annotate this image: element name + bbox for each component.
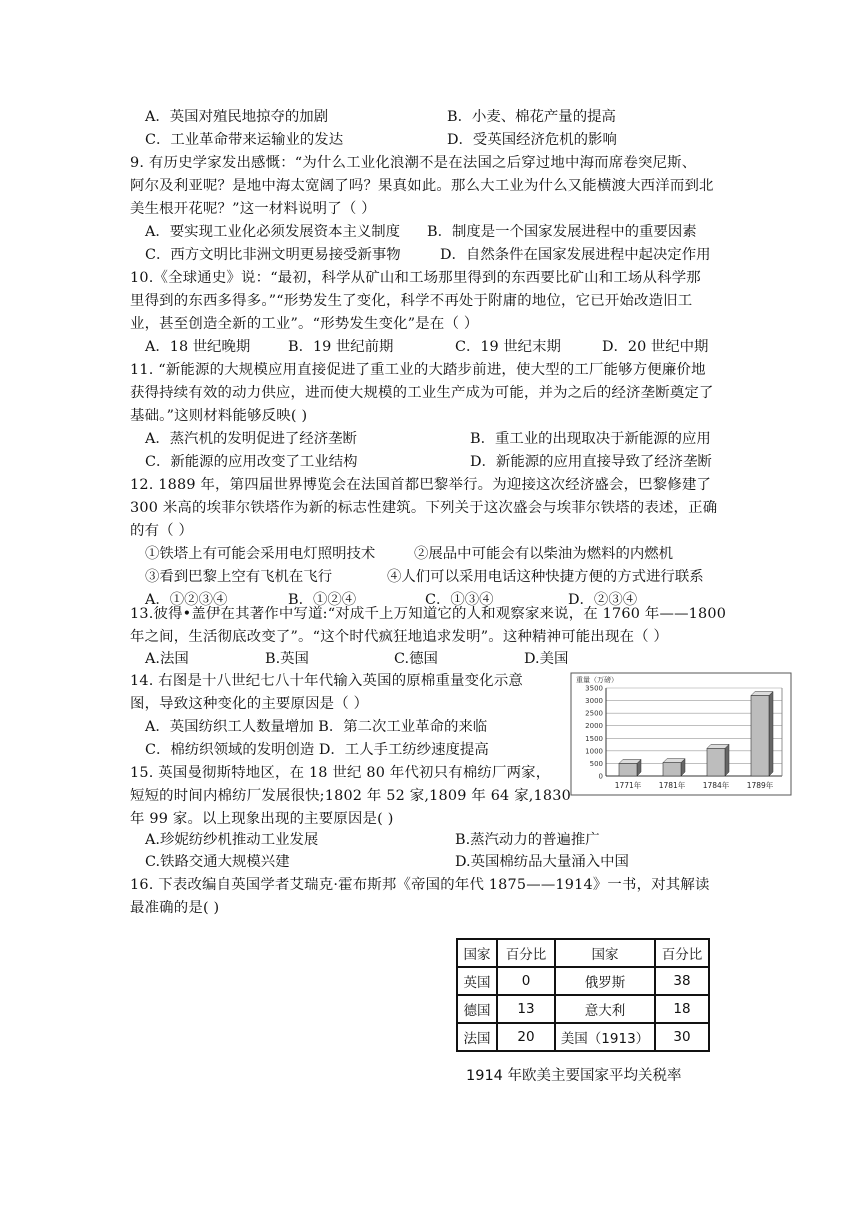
table-cell: 20 <box>497 1023 555 1051</box>
chart-ytick-label: 1000 <box>585 747 603 756</box>
q9-option-c: C．西方文明比非洲文明更易接受新事物 <box>145 247 401 263</box>
q11-option-b: B．重工业的出现取决于新能源的应用 <box>470 431 711 447</box>
q15-option-b: B.蒸汽动力的普遍推广 <box>455 832 600 848</box>
chart-bar <box>751 696 769 776</box>
q13-option-d: D.美国 <box>524 651 569 667</box>
q13-stem-line: 年之间，生活彻底改变了”。“这个时代疯狂地追求发明”。这种精神可能出现在（ ） <box>130 629 669 645</box>
q12-stem-line: 12. 1889 年，第四届世界博览会在法国首都巴黎举行。为迎接这次经济盛会，巴黎修建了 <box>130 477 712 493</box>
q9-option-a: A．要实现工业化必须发展资本主义制度 <box>145 224 401 240</box>
table-cell: 38 <box>655 967 709 995</box>
q13-option-c: C.德国 <box>394 651 438 667</box>
q8-option-a: A．英国对殖民地掠夺的加剧 <box>145 109 329 125</box>
q12-option-b: B．①②④ <box>288 592 357 608</box>
table-row <box>457 995 709 1023</box>
q9-stem-line: 美生根开花呢？”这一材料说明了（ ） <box>130 201 376 217</box>
table-cell: 13 <box>497 995 555 1023</box>
chart-ytick-label: 500 <box>589 759 603 768</box>
q12-item-3: ③看到巴黎上空有飞机在飞行 <box>145 569 333 585</box>
q15-stem-line: 15. 英国曼彻斯特地区，在 18 世纪 80 年代初只有棉纺厂两家， <box>130 765 551 781</box>
chart-xtick-label: 1789年 <box>746 781 774 790</box>
q10-stem-line: 里得到的东西多得多。”“形势发生了变化，科学不再处于附庸的地位，它已开始改造旧工 <box>130 293 693 309</box>
chart-bar <box>707 748 725 776</box>
q13-stem-line: 13.彼得•盖伊在其著作中写道:“对成千上万知道它的人和观察家来说，在 1760 年——1800 <box>130 606 727 622</box>
q13-option-a: A.法国 <box>145 651 189 667</box>
q10-option-c: C．19 世纪末期 <box>455 339 561 355</box>
chart-bar-top <box>751 692 773 696</box>
table-cell: 德国 <box>457 995 497 1023</box>
q14-options-ab: A．英国纺织工人数量增加 B．第二次工业革命的来临 <box>145 719 488 735</box>
chart-xtick-label: 1784年 <box>702 781 730 790</box>
q15-stem-line: 年 99 家。以上现象出现的主要原因是( ) <box>130 811 394 827</box>
chart-bar-side <box>725 744 729 776</box>
q8-option-c: C．工业革命带来运输业的发达 <box>145 132 344 148</box>
q12-item-1: ①铁塔上有可能会采用电灯照明技术 <box>145 546 376 562</box>
q11-stem-line: 基础。”这则材料能够反映( ) <box>130 408 308 424</box>
q12-option-a: A．①②③④ <box>145 592 228 608</box>
table-header-row <box>457 939 709 967</box>
q14-stem-line: 图，导致这种变化的主要原因是（ ） <box>130 696 369 712</box>
q15-option-a: A.珍妮纺纱机推动工业发展 <box>145 832 319 848</box>
q10-option-b: B．19 世纪前期 <box>288 339 394 355</box>
chart-bar-top <box>619 759 641 763</box>
table-cell: 俄罗斯 <box>555 967 655 995</box>
q12-option-c: C．①③④ <box>425 592 494 608</box>
q13-option-b: B.英国 <box>265 651 309 667</box>
table-cell: 英国 <box>457 967 497 995</box>
table-caption: 1914 年欧美主要国家平均关税率 <box>466 1068 682 1084</box>
q11-stem-line: 11. “新能源的大规模应用直接促进了重工业的大踏步前进，使大型的工厂能够方便廉价地 <box>130 362 706 378</box>
chart-ylabel: 重量（万磅） <box>576 676 618 684</box>
q12-option-d: D．②③④ <box>568 592 638 608</box>
q10-option-d: D．20 世纪中期 <box>602 339 709 355</box>
table-cell: 意大利 <box>555 995 655 1023</box>
q14-stem-line: 14. 右图是十八世纪七八十年代输入英国的原棉重量变化示意 <box>130 673 524 689</box>
table-row <box>457 967 709 995</box>
chart-bar-top <box>707 744 729 748</box>
table-header-cell: 百分比 <box>497 939 555 967</box>
chart-ytick-label: 2500 <box>585 709 603 718</box>
q15-option-c: C.铁路交通大规模兴建 <box>145 854 290 870</box>
cotton-import-bar-chart <box>570 672 792 796</box>
chart-ytick-label: 2000 <box>585 722 603 731</box>
table-cell: 18 <box>655 995 709 1023</box>
q12-stem-line: 300 米高的埃菲尔铁塔作为新的标志性建筑。下列关于这次盛会与埃菲尔铁塔的表述，正确 <box>130 500 718 516</box>
chart-bar-side <box>769 692 773 776</box>
q12-stem-line: 的有（ ） <box>130 523 194 539</box>
table-header-cell: 国家 <box>457 939 497 967</box>
q16-stem-line: 16. 下表改编自英国学者艾瑞克·霍布斯邦《帝国的年代 1875——1914》一书，对其解读 <box>130 877 710 893</box>
chart-ytick-label: 3500 <box>585 684 603 693</box>
q8-option-b: B．小麦、棉花产量的提高 <box>447 109 616 125</box>
q11-stem-line: 获得持续有效的动力供应，进而使大规模的工业生产成为可能，并为之后的经济垄断奠定了 <box>130 385 714 401</box>
table-cell: 美国（1913） <box>555 1023 655 1051</box>
q11-option-d: D．新能源的应用直接导致了经济垄断 <box>470 454 712 470</box>
q10-stem-line: 10.《全球通史》说：“最初，科学从矿山和工场那里得到的东西要比矿山和工场从科学那 <box>130 270 701 286</box>
q11-option-c: C．新能源的应用改变了工业结构 <box>145 454 358 470</box>
table-cell: 0 <box>497 967 555 995</box>
q15-stem-line: 短短的时间内棉纺厂发展很快;1802 年 52 家,1809 年 64 家,1830 <box>130 788 571 804</box>
q10-stem-line: 业，甚至创造全新的工业”。“形势发生变化”是在（ ） <box>130 316 479 332</box>
q9-stem-line: 阿尔及利亚呢？是地中海太宽阔了吗？果真如此。那么大工业为什么又能横渡大西洋而到北 <box>130 178 714 194</box>
tariff-table <box>456 938 710 1052</box>
chart-xtick-label: 1781年 <box>658 781 686 790</box>
chart-ytick-label: 3000 <box>585 697 603 706</box>
q12-item-2: ②展品中可能会有以柴油为燃料的内燃机 <box>414 546 674 562</box>
table-header-cell: 百分比 <box>655 939 709 967</box>
q14-options-cd: C．棉纺织领域的发明创造 D．工人手工纺纱速度提高 <box>145 742 489 758</box>
q15-option-d: D.英国棉纺品大量涌入中国 <box>455 854 629 870</box>
table-row <box>457 1023 709 1051</box>
chart-bar <box>663 763 681 776</box>
q9-stem-line: 9. 有历史学家发出感慨：“为什么工业化浪潮不是在法国之后穿过地中海而席卷突尼斯、 <box>130 155 697 171</box>
q16-stem-line: 最准确的是( ) <box>130 900 220 916</box>
q9-option-d: D．自然条件在国家发展进程中起决定作用 <box>440 247 711 263</box>
chart-ytick-label: 0 <box>598 772 603 781</box>
q11-option-a: A．蒸汽机的发明促进了经济垄断 <box>145 431 357 447</box>
q9-option-b: B．制度是一个国家发展进程中的重要因素 <box>427 224 697 240</box>
q12-item-4: ④人们可以采用电话这种快捷方便的方式进行联系 <box>387 569 704 585</box>
table-cell: 30 <box>655 1023 709 1051</box>
q10-option-a: A．18 世纪晚期 <box>145 339 251 355</box>
q8-option-d: D．受英国经济危机的影响 <box>447 132 617 148</box>
chart-bar-top <box>663 759 685 763</box>
table-cell: 法国 <box>457 1023 497 1051</box>
chart-ytick-label: 1500 <box>585 734 603 743</box>
chart-xtick-label: 1771年 <box>614 781 642 790</box>
chart-bar <box>619 763 637 776</box>
table-header-cell: 国家 <box>555 939 655 967</box>
